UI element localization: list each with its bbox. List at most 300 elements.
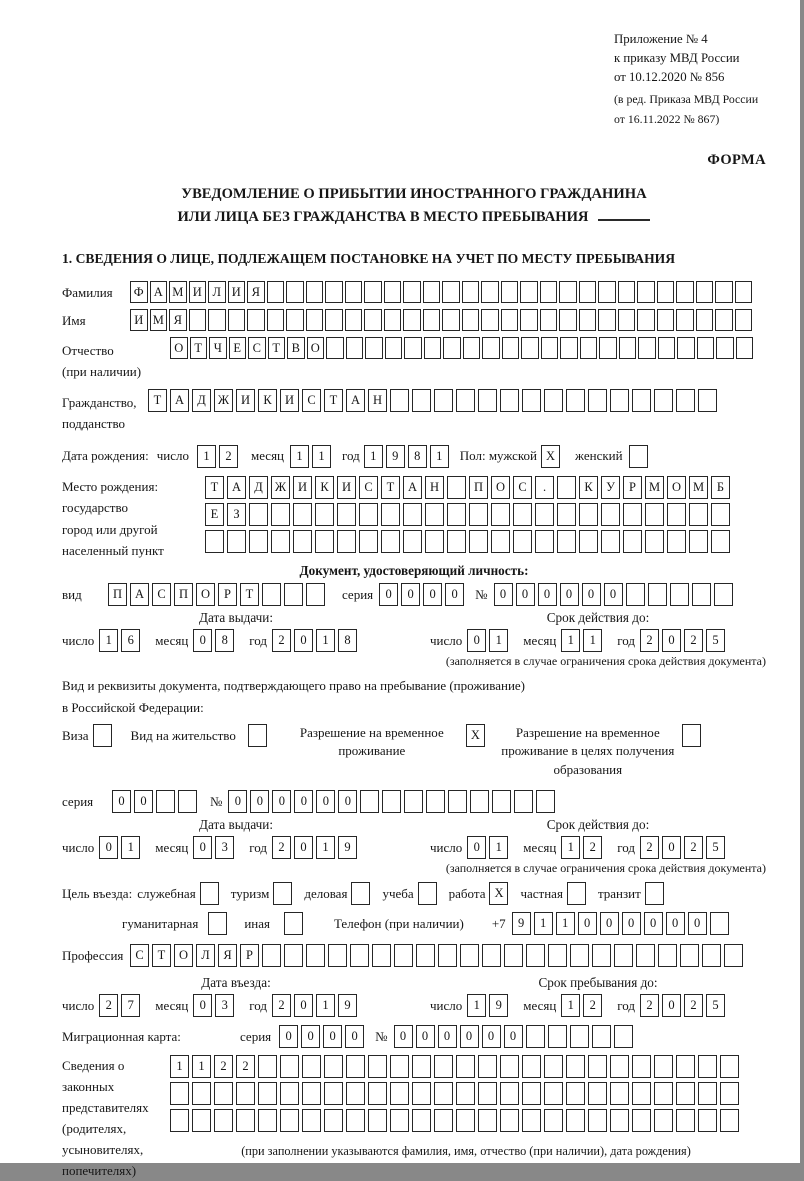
char-cell[interactable] [676,1109,695,1132]
char-cell[interactable] [423,309,441,331]
char-cell[interactable]: Ж [271,476,290,499]
char-cell[interactable] [580,337,598,359]
doc-expiry-year-boxes[interactable] [640,629,728,652]
citizenship-boxes[interactable] [148,389,720,412]
char-cell[interactable] [214,1109,233,1132]
char-cell[interactable] [434,1055,453,1078]
char-cell[interactable] [302,1082,321,1105]
char-cell[interactable]: 1 [312,445,331,468]
char-cell[interactable]: 1 [316,629,335,652]
char-cell[interactable] [526,944,545,967]
char-cell[interactable] [658,944,677,967]
char-cell[interactable] [500,389,519,412]
resdoc-expiry-year-boxes[interactable] [640,836,728,859]
char-cell[interactable] [579,503,598,526]
char-cell[interactable] [645,530,664,553]
char-cell[interactable] [579,530,598,553]
purpose-other-checkbox[interactable] [284,912,306,935]
char-cell[interactable]: 2 [272,629,291,652]
char-cell[interactable] [735,309,753,331]
char-cell[interactable]: Я [218,944,237,967]
purpose-humanitarian-checkbox[interactable] [208,912,230,935]
char-cell[interactable]: 1 [489,836,508,859]
char-cell[interactable]: П [469,476,488,499]
char-cell[interactable]: 0 [504,1025,523,1048]
char-cell[interactable] [676,281,694,303]
char-cell[interactable]: 2 [272,994,291,1017]
char-cell[interactable]: 0 [294,790,313,813]
char-cell[interactable] [638,337,656,359]
char-cell[interactable]: 0 [494,583,513,606]
char-cell[interactable] [249,530,268,553]
char-cell[interactable] [697,337,715,359]
char-cell[interactable] [710,912,729,935]
char-cell[interactable] [293,503,312,526]
char-cell[interactable] [404,790,423,813]
char-cell[interactable]: С [359,476,378,499]
profession-boxes[interactable] [130,944,746,967]
char-cell[interactable] [654,1082,673,1105]
char-cell[interactable] [696,309,714,331]
char-cell[interactable]: X [489,882,508,905]
char-cell[interactable]: X [541,445,560,468]
char-cell[interactable] [632,389,651,412]
char-cell[interactable] [637,281,655,303]
char-cell[interactable] [667,503,686,526]
char-cell[interactable]: В [287,337,305,359]
char-cell[interactable]: 0 [438,1025,457,1048]
char-cell[interactable] [592,944,611,967]
char-cell[interactable] [610,1109,629,1132]
char-cell[interactable]: 0 [379,583,398,606]
char-cell[interactable] [258,1109,277,1132]
char-cell[interactable] [559,281,577,303]
char-cell[interactable] [657,309,675,331]
char-cell[interactable] [557,530,576,553]
birthplace-row2-boxes[interactable] [205,503,733,526]
char-cell[interactable] [345,309,363,331]
char-cell[interactable] [588,1082,607,1105]
char-cell[interactable]: 2 [99,994,118,1017]
char-cell[interactable] [359,503,378,526]
char-cell[interactable] [522,1055,541,1078]
char-cell[interactable]: И [293,476,312,499]
doc-number-boxes[interactable] [494,583,736,606]
char-cell[interactable] [702,944,721,967]
char-cell[interactable]: Я [247,281,265,303]
char-cell[interactable]: 0 [662,629,681,652]
sex-male-checkbox[interactable] [541,445,563,468]
char-cell[interactable]: Н [368,389,387,412]
char-cell[interactable] [692,583,711,606]
char-cell[interactable] [346,1082,365,1105]
char-cell[interactable] [258,1055,277,1078]
char-cell[interactable]: 0 [294,994,313,1017]
char-cell[interactable]: К [315,476,334,499]
char-cell[interactable] [227,530,246,553]
char-cell[interactable]: А [346,389,365,412]
char-cell[interactable]: Ф [130,281,148,303]
entry-day-boxes[interactable] [99,994,143,1017]
char-cell[interactable] [696,281,714,303]
char-cell[interactable] [654,389,673,412]
char-cell[interactable]: 7 [121,994,140,1017]
char-cell[interactable] [346,1055,365,1078]
char-cell[interactable]: И [280,389,299,412]
char-cell[interactable]: 0 [662,836,681,859]
char-cell[interactable] [372,944,391,967]
purpose-official-checkbox[interactable] [200,882,222,905]
char-cell[interactable] [566,1109,585,1132]
char-cell[interactable]: 1 [534,912,553,935]
given-name-boxes[interactable] [130,309,754,331]
char-cell[interactable] [610,1055,629,1078]
resdoc-expiry-month-boxes[interactable] [561,836,605,859]
char-cell[interactable] [541,337,559,359]
char-cell[interactable]: 5 [706,836,725,859]
char-cell[interactable]: 0 [622,912,641,935]
stay-year-boxes[interactable] [640,994,728,1017]
char-cell[interactable]: С [130,944,149,967]
char-cell[interactable] [205,530,224,553]
char-cell[interactable] [599,337,617,359]
resdoc-expiry-day-boxes[interactable] [467,836,511,859]
migcard-series-boxes[interactable] [279,1025,367,1048]
char-cell[interactable]: 8 [408,445,427,468]
char-cell[interactable] [325,309,343,331]
char-cell[interactable] [478,1055,497,1078]
char-cell[interactable]: 2 [684,836,703,859]
char-cell[interactable]: 9 [386,445,405,468]
char-cell[interactable] [394,944,413,967]
char-cell[interactable]: 0 [193,836,212,859]
char-cell[interactable] [156,790,175,813]
char-cell[interactable]: А [170,389,189,412]
char-cell[interactable] [677,337,695,359]
char-cell[interactable] [689,530,708,553]
char-cell[interactable] [325,281,343,303]
char-cell[interactable] [637,309,655,331]
char-cell[interactable]: Т [190,337,208,359]
char-cell[interactable]: 2 [640,629,659,652]
reps-row2-boxes[interactable] [170,1082,742,1105]
char-cell[interactable] [676,389,695,412]
char-cell[interactable] [326,337,344,359]
char-cell[interactable]: И [236,389,255,412]
char-cell[interactable] [618,281,636,303]
char-cell[interactable] [424,337,442,359]
char-cell[interactable] [720,1109,739,1132]
char-cell[interactable]: Л [196,944,215,967]
purpose-business-checkbox[interactable] [351,882,373,905]
char-cell[interactable] [544,1055,563,1078]
char-cell[interactable]: 0 [538,583,557,606]
resdoc-issue-month-boxes[interactable] [193,836,237,859]
char-cell[interactable] [462,281,480,303]
char-cell[interactable]: 9 [489,994,508,1017]
char-cell[interactable] [526,1025,545,1048]
char-cell[interactable] [418,882,437,905]
char-cell[interactable] [368,1055,387,1078]
char-cell[interactable] [456,389,475,412]
purpose-transit-checkbox[interactable] [645,882,667,905]
char-cell[interactable]: О [174,944,193,967]
char-cell[interactable] [520,281,538,303]
char-cell[interactable]: 0 [193,629,212,652]
char-cell[interactable] [447,503,466,526]
char-cell[interactable]: 1 [561,994,580,1017]
char-cell[interactable] [390,1055,409,1078]
char-cell[interactable] [262,944,281,967]
doc-issue-month-boxes[interactable] [193,629,237,652]
char-cell[interactable]: 0 [323,1025,342,1048]
char-cell[interactable]: 5 [706,629,725,652]
char-cell[interactable] [337,503,356,526]
char-cell[interactable]: 1 [192,1055,211,1078]
char-cell[interactable] [324,1109,343,1132]
reps-row1-boxes[interactable] [170,1055,742,1078]
purpose-tourism-checkbox[interactable] [273,882,295,905]
char-cell[interactable] [614,1025,633,1048]
char-cell[interactable] [716,337,734,359]
char-cell[interactable] [337,530,356,553]
char-cell[interactable] [315,530,334,553]
char-cell[interactable]: 1 [489,629,508,652]
char-cell[interactable]: 1 [561,629,580,652]
char-cell[interactable] [536,790,555,813]
char-cell[interactable] [592,1025,611,1048]
char-cell[interactable] [364,309,382,331]
char-cell[interactable]: 0 [272,790,291,813]
char-cell[interactable]: 0 [338,790,357,813]
char-cell[interactable] [689,503,708,526]
char-cell[interactable] [501,281,519,303]
char-cell[interactable] [680,944,699,967]
char-cell[interactable]: . [535,476,554,499]
char-cell[interactable]: И [228,281,246,303]
char-cell[interactable] [403,530,422,553]
char-cell[interactable] [460,944,479,967]
char-cell[interactable] [715,309,733,331]
char-cell[interactable]: 0 [99,836,118,859]
char-cell[interactable] [623,503,642,526]
char-cell[interactable] [579,309,597,331]
doc-series-boxes[interactable] [379,583,467,606]
char-cell[interactable] [360,790,379,813]
char-cell[interactable] [629,445,648,468]
char-cell[interactable] [522,1082,541,1105]
reps-row3-boxes[interactable] [170,1109,742,1132]
char-cell[interactable]: 0 [294,836,313,859]
doc-issue-year-boxes[interactable] [272,629,360,652]
char-cell[interactable] [469,530,488,553]
char-cell[interactable]: 0 [578,912,597,935]
char-cell[interactable] [698,389,717,412]
char-cell[interactable] [249,503,268,526]
char-cell[interactable]: 2 [219,445,238,468]
char-cell[interactable] [346,337,364,359]
char-cell[interactable] [416,944,435,967]
resdoc-issue-year-boxes[interactable] [272,836,360,859]
char-cell[interactable] [302,1109,321,1132]
char-cell[interactable] [670,583,689,606]
char-cell[interactable]: З [227,503,246,526]
char-cell[interactable] [381,503,400,526]
char-cell[interactable] [434,1109,453,1132]
char-cell[interactable]: Р [218,583,237,606]
char-cell[interactable] [404,337,422,359]
char-cell[interactable] [491,503,510,526]
doc-type-boxes[interactable] [108,583,328,606]
char-cell[interactable]: 0 [467,629,486,652]
char-cell[interactable]: 0 [228,790,247,813]
char-cell[interactable] [513,503,532,526]
char-cell[interactable] [381,530,400,553]
char-cell[interactable] [521,337,539,359]
char-cell[interactable]: 0 [294,629,313,652]
patronymic-boxes[interactable] [170,337,755,359]
char-cell[interactable] [280,1082,299,1105]
char-cell[interactable]: 9 [338,836,357,859]
char-cell[interactable] [623,530,642,553]
char-cell[interactable]: Л [208,281,226,303]
char-cell[interactable] [390,1082,409,1105]
char-cell[interactable] [720,1055,739,1078]
char-cell[interactable] [302,1055,321,1078]
char-cell[interactable] [559,309,577,331]
char-cell[interactable]: 2 [640,836,659,859]
char-cell[interactable]: 0 [301,1025,320,1048]
char-cell[interactable]: Ж [214,389,233,412]
char-cell[interactable] [364,281,382,303]
char-cell[interactable]: М [645,476,664,499]
char-cell[interactable] [736,337,754,359]
char-cell[interactable]: 2 [583,836,602,859]
char-cell[interactable]: О [196,583,215,606]
char-cell[interactable] [284,583,303,606]
residence-permit-checkbox[interactable] [248,724,270,747]
char-cell[interactable] [324,1055,343,1078]
char-cell[interactable]: Е [205,503,224,526]
char-cell[interactable] [711,503,730,526]
char-cell[interactable] [293,530,312,553]
char-cell[interactable]: 6 [121,629,140,652]
char-cell[interactable]: 2 [583,994,602,1017]
char-cell[interactable]: С [248,337,266,359]
char-cell[interactable] [540,281,558,303]
char-cell[interactable] [390,1109,409,1132]
char-cell[interactable] [560,337,578,359]
char-cell[interactable] [522,1109,541,1132]
char-cell[interactable] [262,583,281,606]
char-cell[interactable]: М [689,476,708,499]
birthplace-row3-boxes[interactable] [205,530,733,553]
char-cell[interactable]: И [189,281,207,303]
char-cell[interactable] [598,309,616,331]
char-cell[interactable]: 2 [272,836,291,859]
char-cell[interactable] [192,1109,211,1132]
char-cell[interactable]: 2 [684,994,703,1017]
char-cell[interactable]: Е [229,337,247,359]
char-cell[interactable] [478,1109,497,1132]
char-cell[interactable]: 0 [401,583,420,606]
char-cell[interactable] [566,1055,585,1078]
char-cell[interactable]: К [258,389,277,412]
char-cell[interactable]: 0 [600,912,619,935]
char-cell[interactable]: У [601,476,620,499]
char-cell[interactable]: 1 [99,629,118,652]
char-cell[interactable] [315,503,334,526]
char-cell[interactable] [698,1055,717,1078]
char-cell[interactable] [544,1082,563,1105]
char-cell[interactable]: 2 [684,629,703,652]
char-cell[interactable] [482,944,501,967]
char-cell[interactable] [286,281,304,303]
char-cell[interactable] [412,389,431,412]
char-cell[interactable] [384,309,402,331]
char-cell[interactable]: 9 [338,994,357,1017]
char-cell[interactable] [614,944,633,967]
char-cell[interactable] [566,389,585,412]
char-cell[interactable] [286,309,304,331]
char-cell[interactable] [434,1082,453,1105]
char-cell[interactable] [170,1082,189,1105]
birthplace-row1-boxes[interactable] [205,476,733,499]
char-cell[interactable] [619,337,637,359]
char-cell[interactable]: С [513,476,532,499]
char-cell[interactable]: 1 [170,1055,189,1078]
char-cell[interactable]: X [466,724,485,747]
char-cell[interactable] [735,281,753,303]
char-cell[interactable] [667,530,686,553]
char-cell[interactable]: С [302,389,321,412]
temp-residence-checkbox[interactable] [466,724,488,747]
char-cell[interactable]: Р [240,944,259,967]
stay-month-boxes[interactable] [561,994,605,1017]
char-cell[interactable]: 8 [338,629,357,652]
purpose-study-checkbox[interactable] [418,882,440,905]
char-cell[interactable] [469,503,488,526]
stay-day-boxes[interactable] [467,994,511,1017]
char-cell[interactable]: 2 [640,994,659,1017]
char-cell[interactable]: П [108,583,127,606]
char-cell[interactable] [390,389,409,412]
char-cell[interactable] [491,530,510,553]
char-cell[interactable] [248,724,267,747]
char-cell[interactable]: 0 [445,583,464,606]
char-cell[interactable] [636,944,655,967]
char-cell[interactable]: 2 [236,1055,255,1078]
char-cell[interactable] [470,790,489,813]
char-cell[interactable] [170,1109,189,1132]
char-cell[interactable] [178,790,197,813]
visa-checkbox[interactable] [93,724,115,747]
char-cell[interactable] [492,790,511,813]
char-cell[interactable] [359,530,378,553]
char-cell[interactable]: Т [148,389,167,412]
char-cell[interactable] [504,944,523,967]
char-cell[interactable]: К [579,476,598,499]
char-cell[interactable] [522,389,541,412]
char-cell[interactable]: Т [240,583,259,606]
char-cell[interactable]: 0 [316,790,335,813]
char-cell[interactable]: 0 [688,912,707,935]
char-cell[interactable] [520,309,538,331]
char-cell[interactable] [570,1025,589,1048]
char-cell[interactable] [456,1109,475,1132]
char-cell[interactable] [500,1109,519,1132]
char-cell[interactable] [425,503,444,526]
